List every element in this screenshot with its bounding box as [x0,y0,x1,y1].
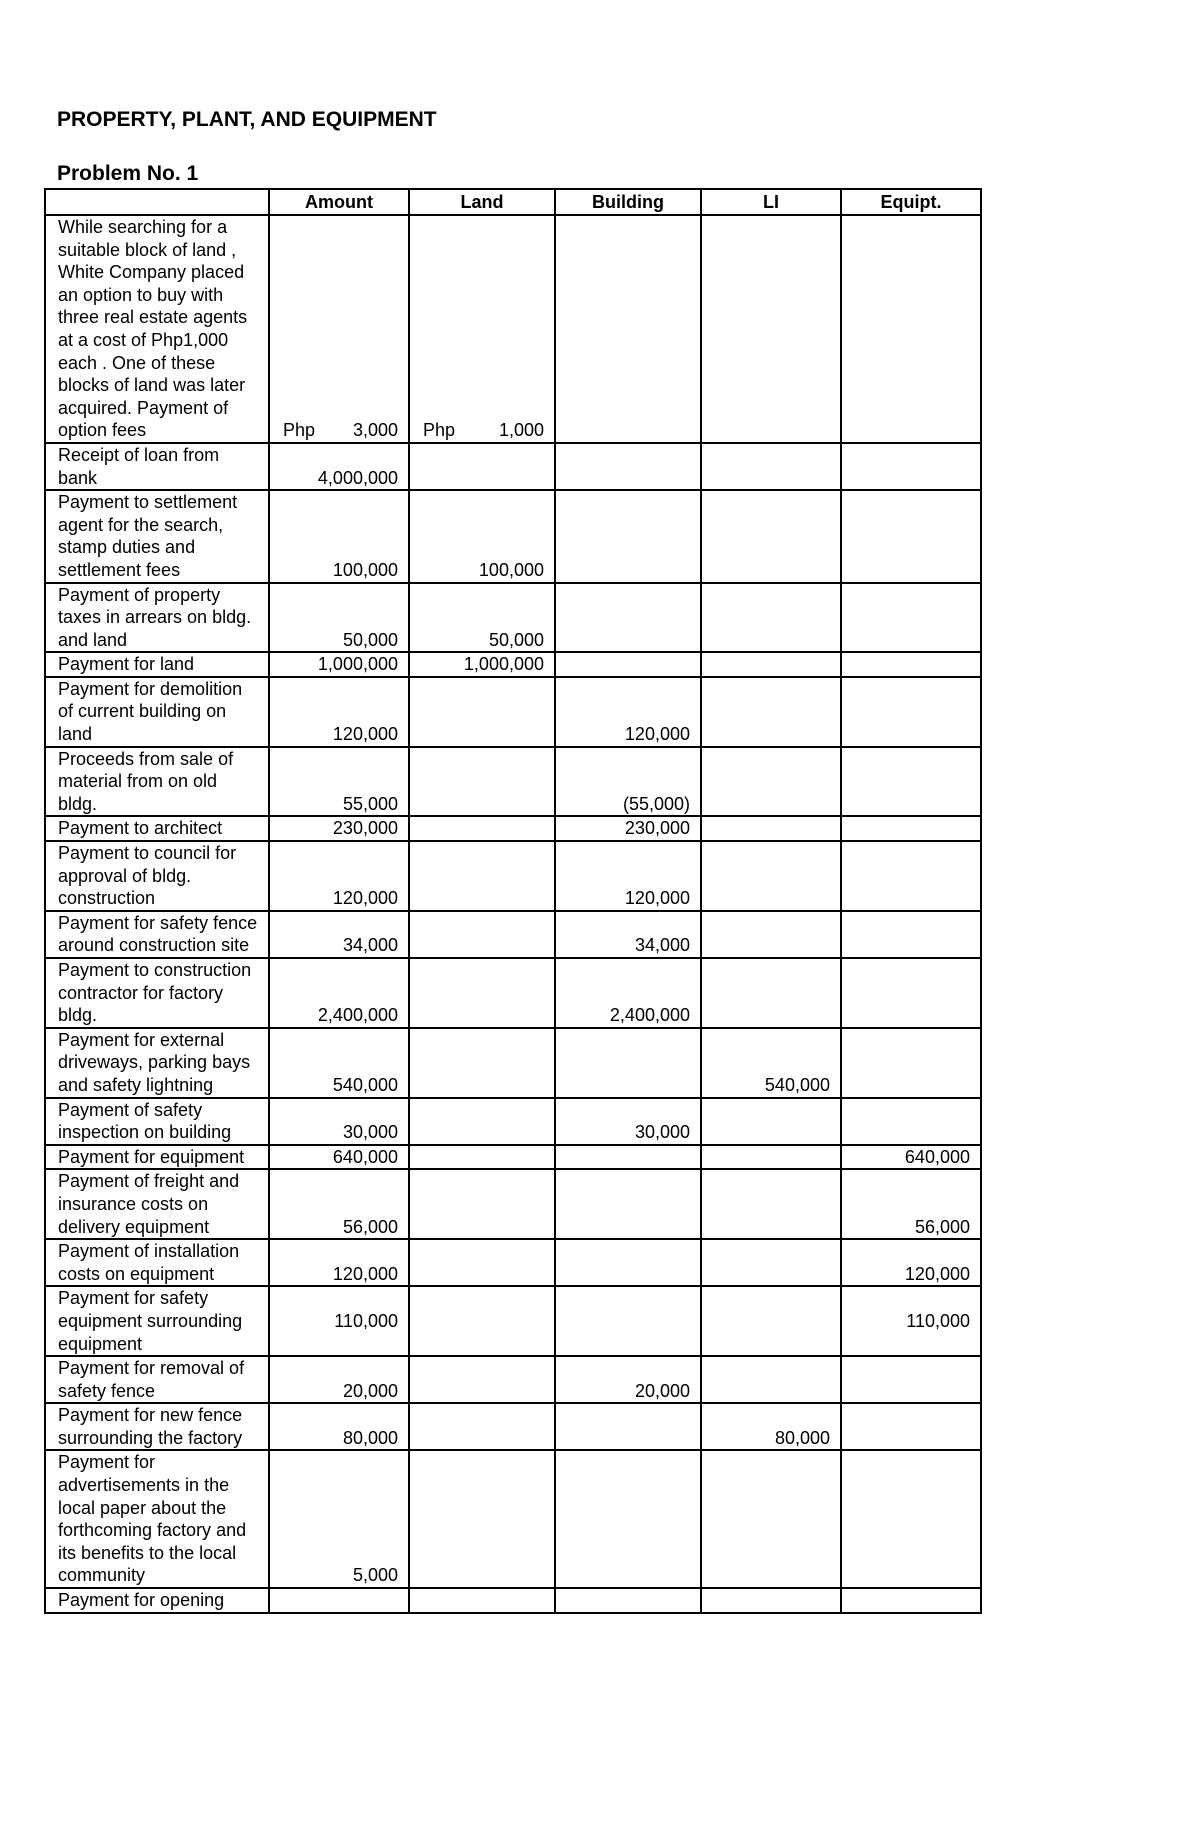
cell-equipt [841,1403,981,1450]
table-row [45,1028,981,1098]
cell-amount: 80,000 [269,1403,409,1450]
cell-equipt [841,1588,981,1613]
cell-amount: 120,000 [269,1239,409,1286]
cell-li: 80,000 [701,1403,841,1450]
table-row [45,816,981,841]
cell-li [701,490,841,582]
cell-land [409,215,555,443]
cell-li [701,816,841,841]
cell-building [555,1028,701,1098]
cell-building [555,1239,701,1286]
row-description: Payment for demolition of current building on land [45,677,269,747]
cell-building: 120,000 [555,841,701,911]
cell-equipt [841,652,981,677]
cell-land [409,1028,555,1098]
cell-amount: 20,000 [269,1356,409,1403]
cell-equipt [841,1098,981,1145]
cell-amount: 4,000,000 [269,443,409,490]
cell-building: 230,000 [555,816,701,841]
cell-li [701,1098,841,1145]
cell-amount: 110,000 [269,1286,409,1356]
cell-equipt [841,677,981,747]
cell-land [409,1588,555,1613]
cell-amount: 1,000,000 [269,652,409,677]
table-row [45,1588,981,1613]
cell-building [555,1286,701,1356]
table-row [45,1098,981,1145]
problem-heading: Problem No. 1 [57,162,199,185]
cell-land [409,1286,555,1356]
cell-building [555,443,701,490]
cell-land: 1,000,000 [409,652,555,677]
row-description: Payment of safety inspection on building [45,1098,269,1145]
header-description [45,189,269,215]
cell-li [701,1450,841,1588]
cell-amount: 55,000 [269,747,409,817]
table-row [45,841,981,911]
cell-land [409,841,555,911]
cell-equipt [841,1356,981,1403]
cell-equipt [841,747,981,817]
cell-land [409,747,555,817]
row-description: Proceeds from sale of material from on old bldg. [45,747,269,817]
table-row [45,1450,981,1588]
cell-li [701,958,841,1028]
table-row [45,958,981,1028]
cell-equipt [841,1450,981,1588]
cell-building [555,1588,701,1613]
cell-value: 3,000 [352,420,398,441]
cell-li [701,677,841,747]
cell-amount [269,1588,409,1613]
cell-equipt [841,583,981,653]
header-land: Land [409,189,555,215]
cell-equipt: 110,000 [841,1286,981,1356]
row-description: Payment for safety equipment surrounding equipment [45,1286,269,1356]
cell-amount: 230,000 [269,816,409,841]
table-row [45,911,981,958]
table-row [45,490,981,582]
cell-li [701,1356,841,1403]
row-description: Payment for equipment [45,1145,269,1170]
cell-amount: 2,400,000 [269,958,409,1028]
cell-building [555,215,701,443]
cell-building [555,583,701,653]
ppe-table [44,188,982,1614]
cell-building: (55,000) [555,747,701,817]
row-description: Payment for external driveways, parking bays and safety lightning [45,1028,269,1098]
table-row [45,215,981,443]
row-description: Payment for removal of safety fence [45,1356,269,1403]
row-description: Payment for new fence surrounding the factory [45,1403,269,1450]
cell-value: 1,000 [498,420,544,441]
cell-amount: 100,000 [269,490,409,582]
cell-equipt [841,1028,981,1098]
currency-prefix: Php [423,420,456,441]
cell-equipt [841,816,981,841]
row-description: While searching for a suitable block of land , White Company placed an option to buy with three real estate agents at a cost of Php1,000 each . One of these blocks of land was later acquired. Payment of option fees [45,215,269,443]
cell-building: 20,000 [555,1356,701,1403]
row-description: Payment for land [45,652,269,677]
cell-li [701,841,841,911]
cell-equipt [841,490,981,582]
cell-building [555,1145,701,1170]
cell-equipt: 640,000 [841,1145,981,1170]
cell-li [701,911,841,958]
cell-land [409,1169,555,1239]
cell-building: 34,000 [555,911,701,958]
cell-equipt [841,215,981,443]
table-row [45,1356,981,1403]
cell-li [701,583,841,653]
table-row [45,583,981,653]
table-header-row [45,189,981,215]
cell-equipt: 120,000 [841,1239,981,1286]
cell-building: 120,000 [555,677,701,747]
cell-amount: 640,000 [269,1145,409,1170]
row-description: Payment to settlement agent for the search, stamp duties and settlement fees [45,490,269,582]
row-description: Payment for opening [45,1588,269,1613]
table-row [45,747,981,817]
row-description: Receipt of loan from bank [45,443,269,490]
cell-li [701,1239,841,1286]
cell-land [409,443,555,490]
table-body [45,215,981,1613]
cell-land [409,958,555,1028]
cell-li [701,215,841,443]
cell-land [409,1098,555,1145]
table-row [45,1286,981,1356]
cell-land: 50,000 [409,583,555,653]
header-amount: Amount [269,189,409,215]
row-description: Payment of installation costs on equipment [45,1239,269,1286]
cell-li [701,443,841,490]
cell-building [555,1169,701,1239]
cell-amount: 540,000 [269,1028,409,1098]
cell-amount: 50,000 [269,583,409,653]
cell-amount: 56,000 [269,1169,409,1239]
cell-building [555,1403,701,1450]
table-row [45,652,981,677]
cell-building: 2,400,000 [555,958,701,1028]
cell-land [409,677,555,747]
header-li: LI [701,189,841,215]
row-description: Payment of freight and insurance costs on delivery equipment [45,1169,269,1239]
cell-building [555,490,701,582]
page-title: PROPERTY, PLANT, AND EQUIPMENT [57,108,437,131]
table-row [45,443,981,490]
currency-prefix: Php [283,420,316,441]
cell-land [409,816,555,841]
cell-equipt [841,443,981,490]
cell-li [701,747,841,817]
cell-equipt [841,958,981,1028]
row-description: Payment to construction contractor for factory bldg. [45,958,269,1028]
cell-land [409,1450,555,1588]
cell-equipt [841,911,981,958]
header-building: Building [555,189,701,215]
cell-li [701,1145,841,1170]
row-description: Payment for advertisements in the local paper about the forthcoming factory and its benefits to the local community [45,1450,269,1588]
table-row [45,1239,981,1286]
table-row [45,677,981,747]
cell-land [409,1145,555,1170]
cell-amount: 30,000 [269,1098,409,1145]
row-description: Payment to architect [45,816,269,841]
cell-building [555,1450,701,1588]
cell-building: 30,000 [555,1098,701,1145]
cell-amount [269,215,409,443]
header-equipt: Equipt. [841,189,981,215]
table-row [45,1403,981,1450]
cell-land [409,1356,555,1403]
cell-land: 100,000 [409,490,555,582]
cell-building [555,652,701,677]
cell-amount: 120,000 [269,677,409,747]
row-description: Payment of property taxes in arrears on bldg. and land [45,583,269,653]
row-description: Payment to council for approval of bldg. construction [45,841,269,911]
cell-li: 540,000 [701,1028,841,1098]
cell-li [701,1588,841,1613]
table-row [45,1145,981,1170]
cell-equipt [841,841,981,911]
cell-land [409,1239,555,1286]
table-row [45,1169,981,1239]
cell-amount: 120,000 [269,841,409,911]
cell-li [701,1286,841,1356]
cell-amount: 34,000 [269,911,409,958]
cell-land [409,911,555,958]
cell-land [409,1403,555,1450]
cell-equipt: 56,000 [841,1169,981,1239]
cell-li [701,652,841,677]
cell-amount: 5,000 [269,1450,409,1588]
cell-li [701,1169,841,1239]
row-description: Payment for safety fence around construction site [45,911,269,958]
